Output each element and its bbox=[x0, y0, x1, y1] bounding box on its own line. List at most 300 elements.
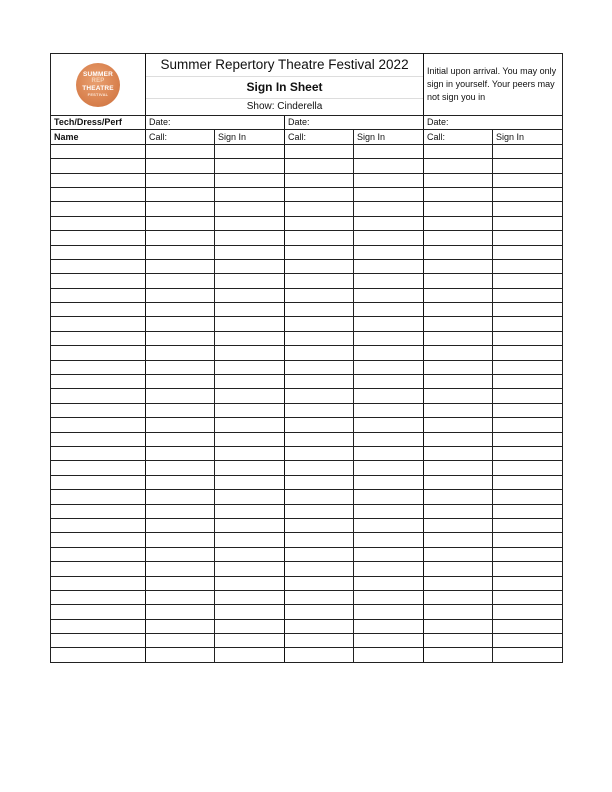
call-cell-3[interactable] bbox=[424, 418, 493, 432]
call-cell-2[interactable] bbox=[285, 518, 354, 532]
call-header-2: Call: bbox=[285, 130, 354, 144]
call-cell-3[interactable] bbox=[424, 144, 493, 158]
signin-cell-3[interactable] bbox=[493, 389, 563, 403]
name-cell[interactable] bbox=[51, 288, 146, 302]
call-cell-2[interactable] bbox=[285, 562, 354, 576]
call-cell-3[interactable] bbox=[424, 346, 493, 360]
call-cell-1[interactable] bbox=[146, 461, 215, 475]
signin-cell-2[interactable] bbox=[354, 533, 424, 547]
signin-cell-1[interactable] bbox=[215, 461, 285, 475]
call-cell-1[interactable] bbox=[146, 331, 215, 345]
signin-cell-3[interactable] bbox=[493, 418, 563, 432]
signin-cell-3[interactable] bbox=[493, 274, 563, 288]
call-cell-2[interactable] bbox=[285, 576, 354, 590]
name-cell[interactable] bbox=[51, 475, 146, 489]
call-cell-1[interactable] bbox=[146, 303, 215, 317]
table-row bbox=[51, 274, 563, 288]
name-cell[interactable] bbox=[51, 605, 146, 619]
signin-cell-1[interactable] bbox=[215, 475, 285, 489]
name-header: Name bbox=[51, 130, 146, 144]
call-cell-3[interactable] bbox=[424, 259, 493, 273]
signin-cell-3[interactable] bbox=[493, 562, 563, 576]
call-cell-1[interactable] bbox=[146, 389, 215, 403]
signin-cell-3[interactable] bbox=[493, 331, 563, 345]
call-cell-3[interactable] bbox=[424, 187, 493, 201]
name-cell[interactable] bbox=[51, 346, 146, 360]
table-row bbox=[51, 547, 563, 561]
call-cell-3[interactable] bbox=[424, 331, 493, 345]
signin-cell-1[interactable] bbox=[215, 187, 285, 201]
signin-cell-1[interactable] bbox=[215, 331, 285, 345]
signin-cell-2[interactable] bbox=[354, 259, 424, 273]
festival-title: Summer Repertory Theatre Festival 2022 bbox=[146, 54, 423, 77]
signin-cell-2[interactable] bbox=[354, 360, 424, 374]
type-label: Tech/Dress/Perf bbox=[51, 116, 146, 130]
name-cell[interactable] bbox=[51, 619, 146, 633]
call-cell-3[interactable] bbox=[424, 461, 493, 475]
signin-cell-3[interactable] bbox=[493, 245, 563, 259]
header-row bbox=[51, 54, 563, 116]
table-row bbox=[51, 259, 563, 273]
call-cell-1[interactable] bbox=[146, 245, 215, 259]
call-cell-1[interactable] bbox=[146, 375, 215, 389]
call-cell-3[interactable] bbox=[424, 403, 493, 417]
call-cell-3[interactable] bbox=[424, 619, 493, 633]
signin-cell-1[interactable] bbox=[215, 634, 285, 648]
signin-cell-1[interactable] bbox=[215, 576, 285, 590]
sign-in-table bbox=[50, 53, 563, 663]
call-cell-2[interactable] bbox=[285, 274, 354, 288]
name-cell[interactable] bbox=[51, 173, 146, 187]
call-cell-3[interactable] bbox=[424, 533, 493, 547]
call-cell-3[interactable] bbox=[424, 562, 493, 576]
signin-cell-3[interactable] bbox=[493, 360, 563, 374]
call-cell-2[interactable] bbox=[285, 634, 354, 648]
signin-cell-2[interactable] bbox=[354, 619, 424, 633]
call-cell-1[interactable] bbox=[146, 518, 215, 532]
call-cell-3[interactable] bbox=[424, 432, 493, 446]
name-cell[interactable] bbox=[51, 446, 146, 460]
call-cell-2[interactable] bbox=[285, 432, 354, 446]
name-cell[interactable] bbox=[51, 317, 146, 331]
signin-cell-1[interactable] bbox=[215, 619, 285, 633]
call-cell-2[interactable] bbox=[285, 590, 354, 604]
name-cell[interactable] bbox=[51, 259, 146, 273]
call-cell-3[interactable] bbox=[424, 547, 493, 561]
table-row bbox=[51, 446, 563, 460]
call-cell-2[interactable] bbox=[285, 216, 354, 230]
call-cell-3[interactable] bbox=[424, 173, 493, 187]
name-cell[interactable] bbox=[51, 576, 146, 590]
call-cell-2[interactable] bbox=[285, 533, 354, 547]
call-cell-1[interactable] bbox=[146, 490, 215, 504]
signin-cell-3[interactable] bbox=[493, 590, 563, 604]
call-cell-3[interactable] bbox=[424, 317, 493, 331]
call-cell-3[interactable] bbox=[424, 605, 493, 619]
signin-cell-2[interactable] bbox=[354, 331, 424, 345]
call-cell-3[interactable] bbox=[424, 303, 493, 317]
call-cell-2[interactable] bbox=[285, 331, 354, 345]
call-cell-2[interactable] bbox=[285, 317, 354, 331]
call-cell-2[interactable] bbox=[285, 547, 354, 561]
signin-cell-1[interactable] bbox=[215, 590, 285, 604]
signin-cell-3[interactable] bbox=[493, 231, 563, 245]
call-cell-1[interactable] bbox=[146, 346, 215, 360]
call-cell-2[interactable] bbox=[285, 475, 354, 489]
name-cell[interactable] bbox=[51, 245, 146, 259]
call-cell-3[interactable] bbox=[424, 216, 493, 230]
call-cell-2[interactable] bbox=[285, 159, 354, 173]
call-cell-3[interactable] bbox=[424, 446, 493, 460]
signin-cell-3[interactable] bbox=[493, 605, 563, 619]
name-cell[interactable] bbox=[51, 648, 146, 662]
signin-cell-3[interactable] bbox=[493, 144, 563, 158]
signin-cell-3[interactable] bbox=[493, 446, 563, 460]
call-cell-2[interactable] bbox=[285, 648, 354, 662]
table-row bbox=[51, 576, 563, 590]
signin-cell-2[interactable] bbox=[354, 202, 424, 216]
call-cell-3[interactable] bbox=[424, 576, 493, 590]
call-cell-2[interactable] bbox=[285, 389, 354, 403]
call-cell-1[interactable] bbox=[146, 547, 215, 561]
name-cell[interactable] bbox=[51, 144, 146, 158]
signin-cell-1[interactable] bbox=[215, 245, 285, 259]
call-cell-2[interactable] bbox=[285, 360, 354, 374]
signin-cell-3[interactable] bbox=[493, 634, 563, 648]
call-cell-3[interactable] bbox=[424, 231, 493, 245]
signin-cell-2[interactable] bbox=[354, 187, 424, 201]
signin-cell-1[interactable] bbox=[215, 547, 285, 561]
call-cell-3[interactable] bbox=[424, 274, 493, 288]
signin-cell-3[interactable] bbox=[493, 648, 563, 662]
call-cell-2[interactable] bbox=[285, 605, 354, 619]
call-cell-3[interactable] bbox=[424, 389, 493, 403]
table-row bbox=[51, 504, 563, 518]
call-cell-2[interactable] bbox=[285, 173, 354, 187]
call-cell-2[interactable] bbox=[285, 202, 354, 216]
call-cell-1[interactable] bbox=[146, 533, 215, 547]
signin-cell-1[interactable] bbox=[215, 605, 285, 619]
signin-cell-3[interactable] bbox=[493, 346, 563, 360]
call-cell-2[interactable] bbox=[285, 418, 354, 432]
call-cell-3[interactable] bbox=[424, 202, 493, 216]
signin-cell-2[interactable] bbox=[354, 245, 424, 259]
call-cell-1[interactable] bbox=[146, 360, 215, 374]
signin-cell-1[interactable] bbox=[215, 173, 285, 187]
signin-cell-3[interactable] bbox=[493, 159, 563, 173]
signin-header-2: Sign In bbox=[354, 130, 424, 144]
signin-cell-1[interactable] bbox=[215, 274, 285, 288]
call-cell-3[interactable] bbox=[424, 490, 493, 504]
call-cell-3[interactable] bbox=[424, 518, 493, 532]
signin-cell-1[interactable] bbox=[215, 504, 285, 518]
call-cell-1[interactable] bbox=[146, 144, 215, 158]
signin-cell-3[interactable] bbox=[493, 619, 563, 633]
call-cell-2[interactable] bbox=[285, 461, 354, 475]
call-cell-1[interactable] bbox=[146, 475, 215, 489]
table-row bbox=[51, 634, 563, 648]
table-row bbox=[51, 360, 563, 374]
table-row bbox=[51, 605, 563, 619]
call-cell-2[interactable] bbox=[285, 259, 354, 273]
table-row bbox=[51, 231, 563, 245]
signin-cell-2[interactable] bbox=[354, 144, 424, 158]
table-row bbox=[51, 518, 563, 532]
table-row bbox=[51, 648, 563, 662]
name-cell[interactable] bbox=[51, 303, 146, 317]
call-header-3: Call: bbox=[424, 130, 493, 144]
signin-cell-1[interactable] bbox=[215, 403, 285, 417]
name-cell[interactable] bbox=[51, 504, 146, 518]
call-cell-3[interactable] bbox=[424, 245, 493, 259]
signin-cell-1[interactable] bbox=[215, 648, 285, 662]
signin-cell-2[interactable] bbox=[354, 389, 424, 403]
call-cell-3[interactable] bbox=[424, 504, 493, 518]
signin-cell-1[interactable] bbox=[215, 360, 285, 374]
call-cell-1[interactable] bbox=[146, 259, 215, 273]
name-cell[interactable] bbox=[51, 547, 146, 561]
call-cell-1[interactable] bbox=[146, 590, 215, 604]
call-cell-1[interactable] bbox=[146, 446, 215, 460]
signin-cell-1[interactable] bbox=[215, 418, 285, 432]
signin-cell-2[interactable] bbox=[354, 403, 424, 417]
call-cell-1[interactable] bbox=[146, 634, 215, 648]
signin-cell-2[interactable] bbox=[354, 432, 424, 446]
signin-cell-3[interactable] bbox=[493, 432, 563, 446]
signin-cell-2[interactable] bbox=[354, 648, 424, 662]
name-cell[interactable] bbox=[51, 375, 146, 389]
signin-cell-2[interactable] bbox=[354, 576, 424, 590]
signin-cell-3[interactable] bbox=[493, 533, 563, 547]
signin-cell-2[interactable] bbox=[354, 590, 424, 604]
table-row bbox=[51, 202, 563, 216]
signin-cell-1[interactable] bbox=[215, 533, 285, 547]
signin-cell-1[interactable] bbox=[215, 432, 285, 446]
call-cell-2[interactable] bbox=[285, 346, 354, 360]
table-row bbox=[51, 159, 563, 173]
signin-cell-1[interactable] bbox=[215, 288, 285, 302]
name-cell[interactable] bbox=[51, 202, 146, 216]
call-cell-2[interactable] bbox=[285, 446, 354, 460]
call-cell-1[interactable] bbox=[146, 274, 215, 288]
signin-cell-1[interactable] bbox=[215, 216, 285, 230]
call-cell-1[interactable] bbox=[146, 231, 215, 245]
call-cell-3[interactable] bbox=[424, 159, 493, 173]
festival-logo: SUMMER REP THEATRE FESTIVAL bbox=[76, 63, 120, 107]
call-cell-2[interactable] bbox=[285, 375, 354, 389]
table-row bbox=[51, 562, 563, 576]
call-cell-1[interactable] bbox=[146, 403, 215, 417]
signin-cell-1[interactable] bbox=[215, 375, 285, 389]
name-cell[interactable] bbox=[51, 389, 146, 403]
signin-header-3: Sign In bbox=[493, 130, 563, 144]
signin-cell-1[interactable] bbox=[215, 144, 285, 158]
name-cell[interactable] bbox=[51, 490, 146, 504]
signin-cell-2[interactable] bbox=[354, 288, 424, 302]
call-cell-1[interactable] bbox=[146, 576, 215, 590]
signin-cell-1[interactable] bbox=[215, 389, 285, 403]
table-row bbox=[51, 475, 563, 489]
call-cell-2[interactable] bbox=[285, 303, 354, 317]
name-cell[interactable] bbox=[51, 634, 146, 648]
table-row bbox=[51, 331, 563, 345]
name-cell[interactable] bbox=[51, 331, 146, 345]
call-cell-2[interactable] bbox=[285, 187, 354, 201]
call-cell-3[interactable] bbox=[424, 648, 493, 662]
signin-cell-1[interactable] bbox=[215, 518, 285, 532]
signin-header-1: Sign In bbox=[215, 130, 285, 144]
call-cell-3[interactable] bbox=[424, 288, 493, 302]
signin-cell-1[interactable] bbox=[215, 317, 285, 331]
signin-cell-3[interactable] bbox=[493, 288, 563, 302]
signin-cell-3[interactable] bbox=[493, 173, 563, 187]
table-row bbox=[51, 187, 563, 201]
name-cell[interactable] bbox=[51, 360, 146, 374]
table-row bbox=[51, 619, 563, 633]
table-row bbox=[51, 317, 563, 331]
signin-cell-3[interactable] bbox=[493, 518, 563, 532]
call-cell-1[interactable] bbox=[146, 619, 215, 633]
table-row bbox=[51, 216, 563, 230]
signin-cell-2[interactable] bbox=[354, 475, 424, 489]
signin-cell-1[interactable] bbox=[215, 490, 285, 504]
call-cell-3[interactable] bbox=[424, 634, 493, 648]
call-cell-1[interactable] bbox=[146, 288, 215, 302]
signin-cell-3[interactable] bbox=[493, 216, 563, 230]
name-cell[interactable] bbox=[51, 231, 146, 245]
call-cell-1[interactable] bbox=[146, 216, 215, 230]
call-cell-3[interactable] bbox=[424, 360, 493, 374]
signin-cell-3[interactable] bbox=[493, 576, 563, 590]
column-header-row bbox=[51, 130, 563, 144]
signin-cell-3[interactable] bbox=[493, 187, 563, 201]
signin-cell-3[interactable] bbox=[493, 504, 563, 518]
logo-cell bbox=[51, 54, 146, 116]
signin-cell-2[interactable] bbox=[354, 173, 424, 187]
date-label-1[interactable]: Date: bbox=[146, 116, 285, 130]
call-cell-1[interactable] bbox=[146, 159, 215, 173]
table-row bbox=[51, 346, 563, 360]
signin-cell-2[interactable] bbox=[354, 216, 424, 230]
signin-cell-2[interactable] bbox=[354, 375, 424, 389]
signin-cell-3[interactable] bbox=[493, 375, 563, 389]
signin-cell-2[interactable] bbox=[354, 346, 424, 360]
table-row bbox=[51, 288, 563, 302]
call-cell-2[interactable] bbox=[285, 245, 354, 259]
signin-cell-2[interactable] bbox=[354, 562, 424, 576]
signin-cell-1[interactable] bbox=[215, 303, 285, 317]
signin-cell-1[interactable] bbox=[215, 562, 285, 576]
signin-cell-3[interactable] bbox=[493, 461, 563, 475]
call-cell-2[interactable] bbox=[285, 619, 354, 633]
signin-cell-2[interactable] bbox=[354, 418, 424, 432]
signin-cell-3[interactable] bbox=[493, 475, 563, 489]
signin-cell-3[interactable] bbox=[493, 547, 563, 561]
date-label-3[interactable]: Date: bbox=[424, 116, 563, 130]
signin-cell-1[interactable] bbox=[215, 259, 285, 273]
call-cell-1[interactable] bbox=[146, 187, 215, 201]
signin-cell-2[interactable] bbox=[354, 605, 424, 619]
call-cell-1[interactable] bbox=[146, 173, 215, 187]
signin-cell-2[interactable] bbox=[354, 159, 424, 173]
call-cell-1[interactable] bbox=[146, 432, 215, 446]
sheet-title: Sign In Sheet bbox=[146, 77, 423, 99]
signin-cell-3[interactable] bbox=[493, 259, 563, 273]
call-cell-3[interactable] bbox=[424, 375, 493, 389]
signin-cell-3[interactable] bbox=[493, 202, 563, 216]
name-cell[interactable] bbox=[51, 159, 146, 173]
call-cell-3[interactable] bbox=[424, 590, 493, 604]
signin-cell-2[interactable] bbox=[354, 303, 424, 317]
call-cell-1[interactable] bbox=[146, 562, 215, 576]
call-cell-1[interactable] bbox=[146, 648, 215, 662]
call-header-1: Call: bbox=[146, 130, 215, 144]
signin-cell-2[interactable] bbox=[354, 634, 424, 648]
call-cell-1[interactable] bbox=[146, 605, 215, 619]
name-cell[interactable] bbox=[51, 432, 146, 446]
name-cell[interactable] bbox=[51, 187, 146, 201]
table-row bbox=[51, 590, 563, 604]
name-cell[interactable] bbox=[51, 518, 146, 532]
signin-cell-2[interactable] bbox=[354, 231, 424, 245]
signin-cell-2[interactable] bbox=[354, 446, 424, 460]
signin-cell-3[interactable] bbox=[493, 303, 563, 317]
call-cell-2[interactable] bbox=[285, 403, 354, 417]
sign-in-sheet bbox=[50, 53, 562, 663]
call-cell-1[interactable] bbox=[146, 504, 215, 518]
call-cell-2[interactable] bbox=[285, 288, 354, 302]
signin-cell-1[interactable] bbox=[215, 346, 285, 360]
table-row bbox=[51, 418, 563, 432]
call-cell-1[interactable] bbox=[146, 202, 215, 216]
signin-cell-1[interactable] bbox=[215, 159, 285, 173]
name-cell[interactable] bbox=[51, 274, 146, 288]
signin-cell-3[interactable] bbox=[493, 317, 563, 331]
signin-cell-2[interactable] bbox=[354, 547, 424, 561]
signin-cell-1[interactable] bbox=[215, 446, 285, 460]
call-cell-2[interactable] bbox=[285, 504, 354, 518]
table-row bbox=[51, 490, 563, 504]
name-cell[interactable] bbox=[51, 461, 146, 475]
signin-cell-2[interactable] bbox=[354, 518, 424, 532]
show-name: Show: Cinderella bbox=[246, 101, 323, 112]
call-cell-1[interactable] bbox=[146, 418, 215, 432]
signin-cell-1[interactable] bbox=[215, 231, 285, 245]
signin-cell-2[interactable] bbox=[354, 461, 424, 475]
signin-cell-1[interactable] bbox=[215, 202, 285, 216]
signin-cell-2[interactable] bbox=[354, 490, 424, 504]
signin-cell-2[interactable] bbox=[354, 274, 424, 288]
table-row bbox=[51, 303, 563, 317]
name-cell[interactable] bbox=[51, 216, 146, 230]
date-label-2[interactable]: Date: bbox=[285, 116, 424, 130]
call-cell-1[interactable] bbox=[146, 317, 215, 331]
call-cell-2[interactable] bbox=[285, 231, 354, 245]
signin-cell-3[interactable] bbox=[493, 403, 563, 417]
call-cell-2[interactable] bbox=[285, 144, 354, 158]
signin-cell-3[interactable] bbox=[493, 490, 563, 504]
name-cell[interactable] bbox=[51, 590, 146, 604]
signin-cell-2[interactable] bbox=[354, 504, 424, 518]
name-cell[interactable] bbox=[51, 403, 146, 417]
name-cell[interactable] bbox=[51, 562, 146, 576]
name-cell[interactable] bbox=[51, 533, 146, 547]
table-row bbox=[51, 173, 563, 187]
call-cell-3[interactable] bbox=[424, 475, 493, 489]
call-cell-2[interactable] bbox=[285, 490, 354, 504]
name-cell[interactable] bbox=[51, 418, 146, 432]
signin-cell-2[interactable] bbox=[354, 317, 424, 331]
